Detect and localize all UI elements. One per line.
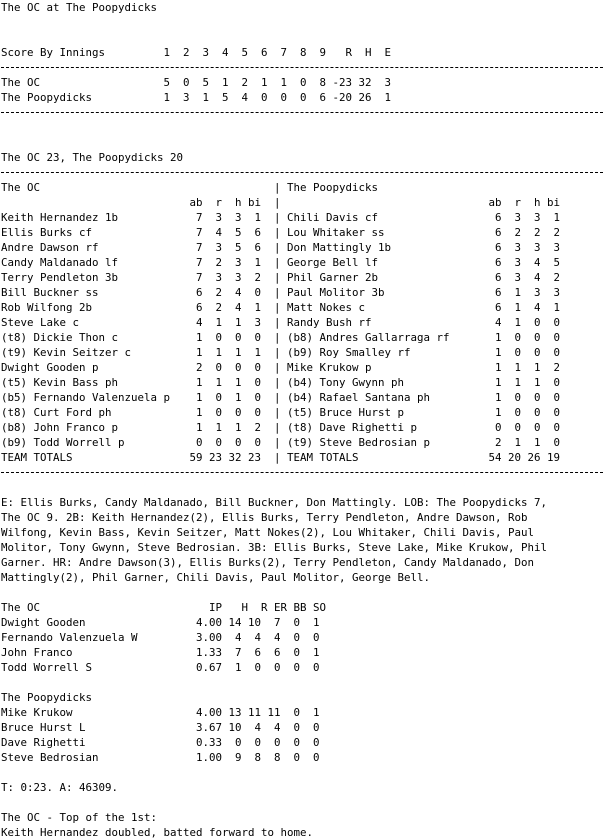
text-line: (t8) Curt Ford ph 1 0 0 0 | (t5) Bruce Hurst p 1 0 0 0 [1, 406, 561, 419]
text-line: Rob Wilfong 2b 6 2 4 1 | Matt Nokes c 6 1 4 1 [1, 301, 561, 314]
text-line: The OC 9. 2B: Keith Hernandez(2), Ellis Burks, Terry Pendleton, Andre Dawson, Rob [1, 511, 528, 524]
text-line: Bill Buckner ss 6 2 4 0 | Paul Molitor 3b 6 1 3 3 [1, 286, 561, 299]
text-line: TEAM TOTALS 59 23 32 23 | TEAM TOTALS 54 20 26 19 [1, 451, 561, 464]
text-line: Fernando Valenzuela W 3.00 4 4 4 0 0 [1, 631, 320, 644]
text-line: Garner. HR: Andre Dawson(3), Ellis Burks(2), Terry Pendleton, Candy Maldanado, Don [1, 556, 535, 569]
text-line: Terry Pendleton 3b 7 3 3 2 | Phil Garner 2b 6 3 4 2 [1, 271, 561, 284]
separator-rule [1, 465, 560, 480]
text-line: ab r h bi | ab r h bi [1, 196, 561, 209]
text-line [1, 675, 560, 690]
separator-rule [1, 105, 560, 120]
text-line: E: Ellis Burks, Candy Maldanado, Bill Buckner, Don Mattingly. LOB: The Poopydicks 7, [1, 496, 548, 509]
text-line: Steve Lake c 4 1 1 3 | Randy Bush rf 4 1 0 0 [1, 316, 561, 329]
text-line: (t9) Kevin Seitzer c 1 1 1 1 | (b9) Roy Smalley rf 1 0 0 0 [1, 346, 561, 359]
text-line: The OC IP H R ER BB SO [1, 601, 327, 614]
text-line [1, 135, 560, 150]
text-line: Score By Innings 1 2 3 4 5 6 7 8 9 R H E [1, 46, 392, 59]
text-line: Dave Righetti 0.33 0 0 0 0 0 [1, 736, 320, 749]
text-line: Ellis Burks cf 7 4 5 6 | Lou Whitaker ss 6 2 2 2 [1, 226, 561, 239]
text-line: (b9) Todd Worrell p 0 0 0 0 | (t9) Steve Bedrosian p 2 1 1 0 [1, 436, 561, 449]
text-line: Todd Worrell S 0.67 1 0 0 0 0 [1, 661, 320, 674]
text-line: Wilfong, Kevin Bass, Kevin Seitzer, Matt Nokes(2), Lou Whitaker, Chili Davis, Paul [1, 526, 535, 539]
separator-rule [1, 60, 560, 75]
text-line: Mattingly(2), Phil Garner, Chili Davis, Paul Molitor, George Bell. [1, 571, 431, 584]
text-line [1, 30, 560, 45]
text-line: Dwight Gooden 4.00 14 10 7 0 1 [1, 616, 320, 629]
text-line: The Poopydicks 1 3 1 5 4 0 0 0 6 -20 26 1 [1, 91, 392, 104]
text-line: The OC at The Poopydicks [1, 1, 158, 14]
text-line: Steve Bedrosian 1.00 9 8 8 0 0 [1, 751, 320, 764]
separator-rule [1, 165, 560, 180]
text-line [1, 480, 560, 495]
text-line: Keith Hernandez doubled, batted forward to home. [1, 826, 314, 839]
text-line: Keith Hernandez 1b 7 3 3 1 | Chili Davis cf 6 3 3 1 [1, 211, 561, 224]
box-score-document [1, 0, 560, 840]
text-line: Molitor, Tony Gwynn, Steve Bedrosian. 3B: Ellis Burks, Steve Lake, Mike Krukow, Phil [1, 541, 548, 554]
text-line: John Franco 1.33 7 6 6 0 1 [1, 646, 320, 659]
text-line: The OC - Top of the 1st: [1, 811, 158, 824]
text-line: Bruce Hurst L 3.67 10 4 4 0 0 [1, 721, 320, 734]
text-line: The OC 5 0 5 1 2 1 1 0 8 -23 32 3 [1, 76, 392, 89]
text-line [1, 15, 560, 30]
text-line: (t8) Dickie Thon c 1 0 0 0 | (b8) Andres Gallarraga rf 1 0 0 0 [1, 331, 561, 344]
text-line [1, 765, 560, 780]
text-line: T: 0:23. A: 46309. [1, 781, 119, 794]
text-line: The OC | The Poopydicks [1, 181, 379, 194]
text-line [1, 585, 560, 600]
text-line: (b5) Fernando Valenzuela p 1 0 1 0 | (b4) Rafael Santana ph 1 0 0 0 [1, 391, 561, 404]
text-line [1, 120, 560, 135]
text-line: The Poopydicks [1, 691, 93, 704]
text-line: (b8) John Franco p 1 1 1 2 | (t8) Dave Righetti p 0 0 0 0 [1, 421, 561, 434]
text-line: The OC 23, The Poopydicks 20 [1, 151, 184, 164]
text-line: Mike Krukow 4.00 13 11 11 0 1 [1, 706, 320, 719]
text-line: Andre Dawson rf 7 3 5 6 | Don Mattingly 1b 6 3 3 3 [1, 241, 561, 254]
text-line: Dwight Gooden p 2 0 0 0 | Mike Krukow p 1 1 1 2 [1, 361, 561, 374]
text-line: (t5) Kevin Bass ph 1 1 1 0 | (b4) Tony Gwynn ph 1 1 1 0 [1, 376, 561, 389]
text-line: Candy Maldanado lf 7 2 3 1 | George Bell lf 6 3 4 5 [1, 256, 561, 269]
text-line [1, 795, 560, 810]
